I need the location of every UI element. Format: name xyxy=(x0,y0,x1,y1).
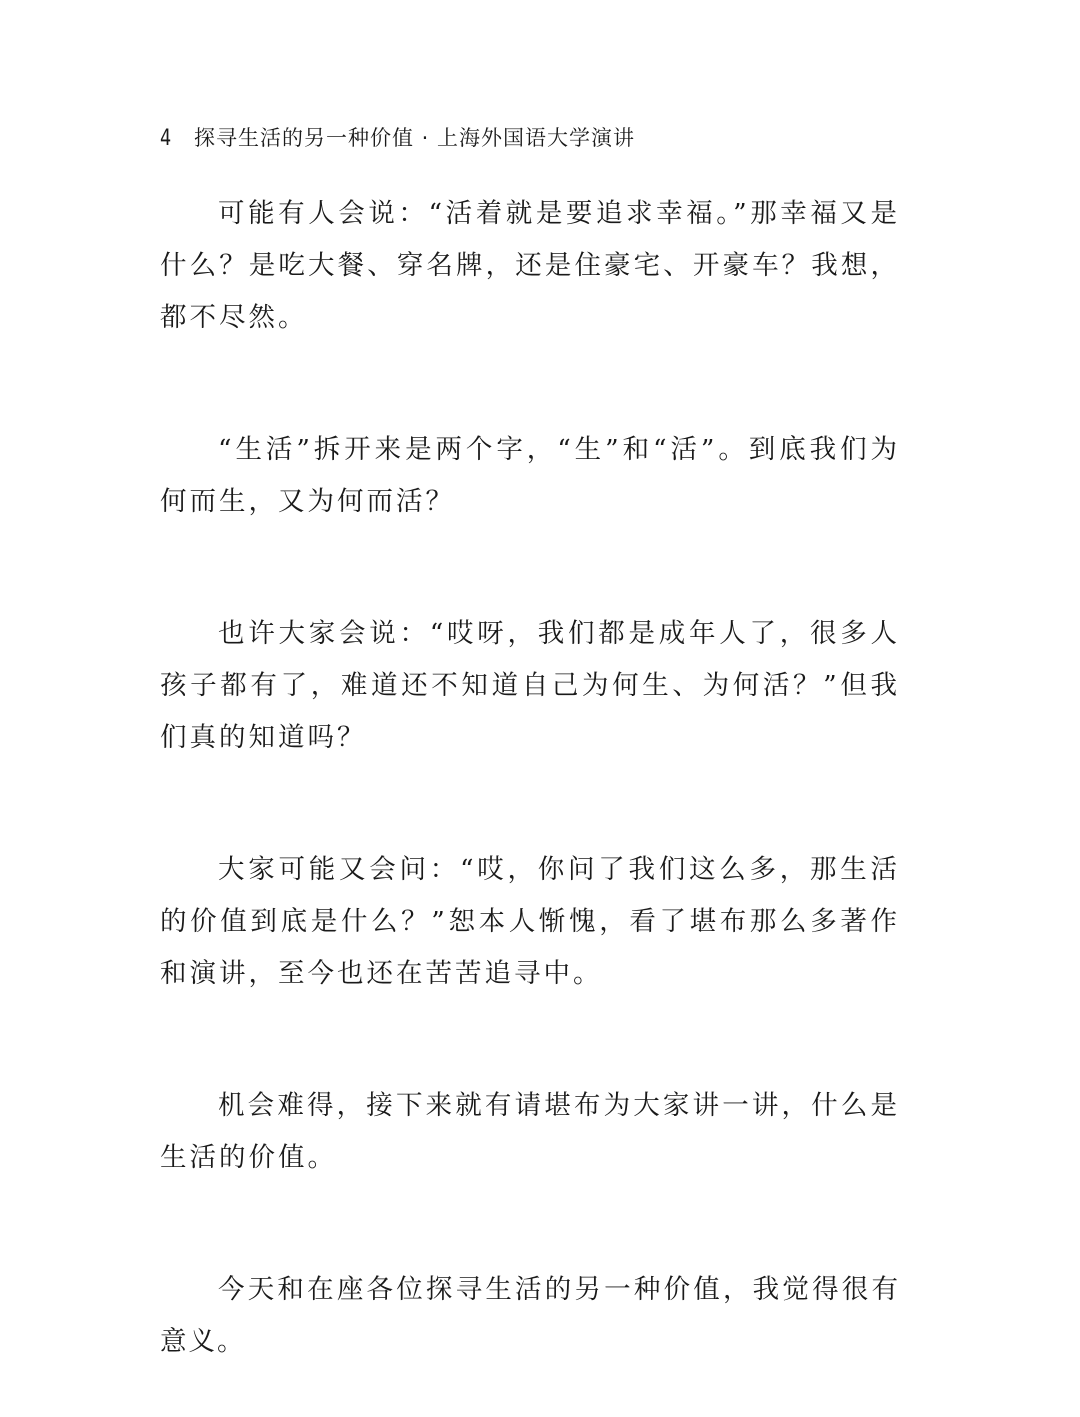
paragraph-value-question: 大家可能又会问：“哎，你问了我们这么多，那生活的价值到底是什么？”恕本人惭愧，看了堪布那么多著作和演讲，至今也还在苦苦追寻中。 xyxy=(160,854,900,989)
page-body xyxy=(160,188,900,1368)
paragraph-closing: 今天和在座各位探寻生活的另一种价值，我觉得很有意义。 xyxy=(160,1274,900,1357)
paragraph-invitation: 机会难得，接下来就有请堪布为大家讲一讲，什么是生活的价值。 xyxy=(160,1090,900,1173)
running-header xyxy=(160,122,635,158)
paragraph-adults-question: 也许大家会说：“哎呀，我们都是成年人了，很多人孩子都有了，难道还不知道自己为何生、为何活？”但我们真的知道吗？ xyxy=(160,618,900,753)
paragraph-happiness: 可能有人会说：“活着就是要追求幸福。”那幸福又是什么？是吃大餐、穿名牌，还是住豪宅、开豪车？我想，都不尽然。 xyxy=(160,198,900,333)
paragraph-life-meaning: “生活”拆开来是两个字，“生”和“活”。到底我们为何而生，又为何而活？ xyxy=(160,434,900,517)
page-number: 4 xyxy=(160,126,172,151)
header-title: 探寻生活的另一种价值 · 上海外国语大学演讲 xyxy=(194,126,636,150)
